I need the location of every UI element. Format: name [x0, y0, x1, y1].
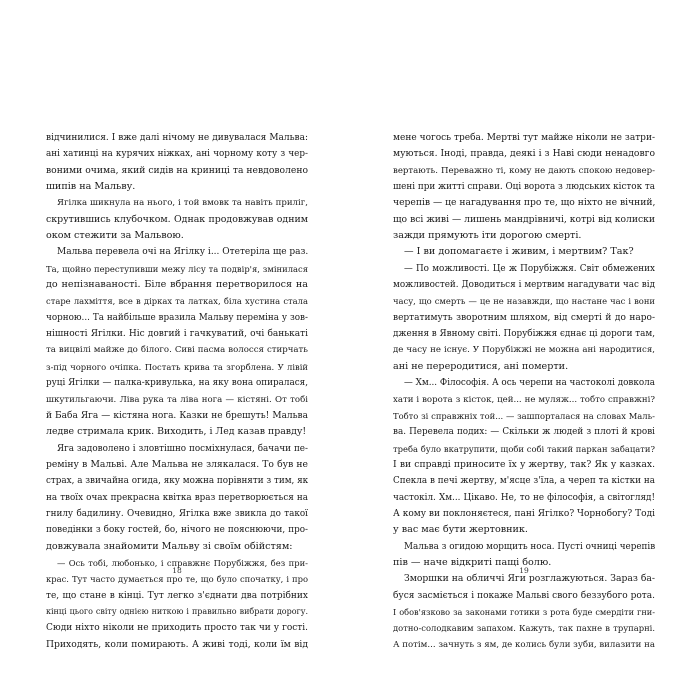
text-line: А потім... зачнуть з ям, де колись були зуби, вилазити на [393, 639, 655, 650]
text-line: І ви справді приносите їх у жертву, так? Як у казках. [393, 458, 655, 470]
text-line: страх, а звичайна огида, яку можна порівняти з тим, як [46, 476, 309, 487]
text-line: вертають. Переважно ті, кому не дають спокою недовер- [393, 165, 655, 176]
text-line: руці Ягілки — палка-кривулька, на яку вона опиралася, [46, 378, 308, 389]
text-line: гнилу бадилину. Очевидно, Ягілка вже звикла до такої [46, 508, 308, 519]
text-line: треба було вкатрупити, щоби собі такий паркан забацати? [393, 443, 655, 454]
text-line: з-під чорного очіпка. Постать крива та згорблена. У лівій [46, 361, 308, 372]
text-line: І обов'язково за законами готики з рота буде смердіти гни- [393, 606, 655, 617]
text-line: частокіл. Хм... Цікаво. Не, то не філософія, а світогляд! [393, 492, 655, 503]
text-line: муються. Іноді, правда, деякі і з Наві сюди ненадовго [393, 148, 655, 160]
text-line: відчинилися. І вже далі нічому не дивувалася Мальва: [46, 133, 308, 143]
text-line: — По можливості. Це ж Порубіжжя. Світ обмежених [404, 263, 655, 274]
text-line: нішності Ягілки. Ніс довгий і гачкуватий, очі банькаті [46, 329, 308, 340]
text-line: на твоїх очах прекрасна квітка враз перетворюється на [46, 492, 308, 503]
text-line: можливостей. Доводиться і мертвим нагадувати час від [393, 280, 655, 291]
text-line: що всі живі — лишень мандрівничі, котрі від колиски [393, 213, 655, 225]
text-line: воними очима, який сидів на криниці та невдоволено [46, 164, 308, 176]
text-line: та вицвілі майже до білого. Сиві пасма волосся стирчать [46, 345, 308, 356]
text-line: Спекла в печі жертву, м'ясце з'їла, а череп та кістки на [393, 476, 655, 487]
text-line: чорною... Та найбільше вразила Мальву переміна у зов- [46, 312, 308, 323]
text-line: Сюди ніхто ніколи не приходить просто так чи у гості. [46, 623, 308, 634]
text-line: часу, що смерть — це не назавжди, що настане час і вони [393, 296, 655, 307]
text-line: А кому ви поклоняєтеся, пані Ягілко? Чорнобогу? Тоді [393, 508, 655, 519]
text-line: у вас має бути жертовник. [393, 524, 528, 536]
text-line: ані хатинці на курячих ніжках, ані чорному коту з чер- [46, 149, 308, 160]
text-line: черепів — це нагадування про те, що ніхто не вічний, [393, 197, 656, 209]
text-line: Ягілка шикнула на нього, і той вмовк та навіть приліг, [57, 198, 308, 209]
text-line: реміну в Мальві. Але Мальва не злякалася. То був не [46, 458, 308, 470]
text-line: те, що стане в кінці. Тут легко з'єднати два потрібних [46, 590, 308, 601]
text-line: ледве стримала крик. Виходить, і Лед казав правду! [46, 426, 307, 438]
text-line: оком стежити за Мальвою. [46, 230, 184, 242]
text-line: Мальва перевела очі на Ягілку і... Отетеріла ще раз. [57, 247, 309, 258]
text-line: шипів на Мальву. [46, 181, 136, 193]
text-line: — І ви допомагаєте і живим, і мертвим? Так? [404, 246, 634, 258]
text-line: ані не переродитися, ані померти. [393, 360, 569, 372]
text-line: до непізнаваності. Біле вбрання перетворилося на [46, 279, 308, 291]
text-line: дження в Явному світі. Порубіжжя єднає ці дороги там, [393, 329, 656, 340]
text-line: — Хм... Філософія. А ось черепи на частоколі довкола [404, 378, 655, 389]
text-line: Тобто зі справжніх той... — зашпорталася на словах Маль- [393, 410, 655, 421]
text-line: ва. Перевела подих: — Скільки ж людей з плоті й крові [393, 427, 655, 438]
text-line: вертатимуть зворотним шляхом, від смерті й до наро- [393, 312, 655, 323]
text-line: поведінки з боку гостей, бо, нічого не пояснюючи, про- [46, 525, 308, 536]
text-line: де часу не існує. У Порубіжжі не можна ані народитися, [393, 345, 655, 356]
page-number-left: 18 [172, 566, 182, 575]
text-line: Та, щойно переступивши межу лісу та подвір'я, змінилася [46, 263, 308, 274]
text-line: довжувала знайомити Мальву зі своїм обійстям: [46, 540, 293, 552]
text-line: мене чогось треба. Мертві тут майже ніколи не затри- [393, 133, 655, 143]
text-line: Приходять, коли помирають. А живі тоді, коли їм від [46, 638, 308, 650]
text-line: пів — наче відкриті пащі болю. [393, 556, 552, 568]
text-line: й Баба Яга — кістяна нога. Казки не брешуть! Мальва [46, 410, 308, 421]
text-line: Яга задоволено і зловтішно посміхнулася, бачачи пе- [57, 443, 308, 454]
text-line: крас. Тут часто думається про те, що було спочатку, і про [46, 574, 308, 585]
text-line: дотно-солодкавим запахом. Кажуть, так пахне в трупарні. [393, 623, 655, 634]
text-line: старе лахміття, все в дірках та латках, біла хустина стала [46, 296, 308, 307]
text-line: хати і ворота з кісток, цей... не муляж... тобто справжні? [393, 394, 655, 405]
text-line: кінці цього світу однією ниткою і правильно вибрати дорогу. [46, 606, 308, 616]
text-line: зажди прямують іти дорогою смерті. [393, 230, 582, 242]
text-line: — Ось тобі, любонько, і справжнє Порубіжжя, без при- [57, 557, 308, 568]
text-line: шені при житті справи. Оці ворота з людських кісток та [393, 182, 655, 193]
text-line: Зморшки на обличчі Яги розглажуються. Зараз ба- [404, 573, 655, 585]
text-line: буся засміється і покаже Мальві свого беззубого рота. [393, 590, 655, 601]
page-number-right: 19 [519, 566, 529, 575]
text-line: скрутившись клубочком. Однак продовжував одним [46, 213, 308, 225]
text-line: Мальва з огидою морщить носа. Пусті очниці черепів [404, 541, 656, 552]
text-line: шкутильгаючи. Ліва рука та ліва нога — кістяні. От тобі [46, 394, 308, 405]
